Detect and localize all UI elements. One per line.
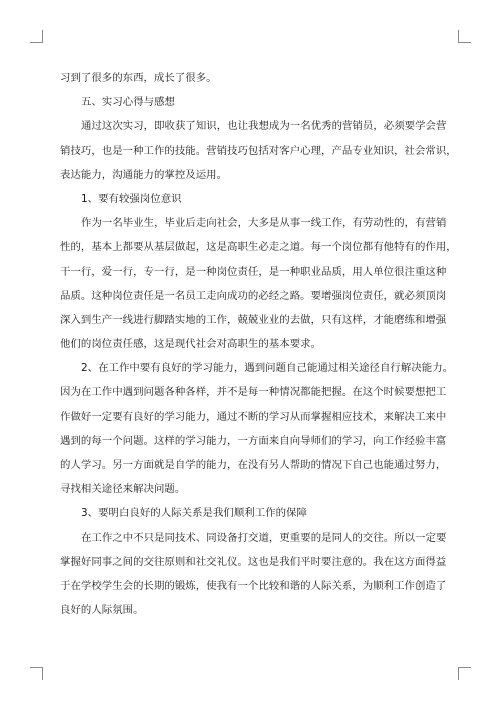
text-line: 通过这次实习，即收获了知识，也让我想成为一名优秀的营销员，必须要学会营 (81, 120, 447, 133)
section-heading: 五、实习心得与感想 (81, 96, 175, 109)
subheading: 3、要明白良好的人际关系是我们顺利工作的保障 (81, 507, 307, 520)
text-line: 的人学习。另一方面就是自学的能力，在没有另人帮助的情况下自己也能通过努力， (60, 459, 447, 471)
crop-mark-top-right (458, 30, 471, 43)
text-line: 品质。这种岗位责任是一名员工走向成功的必经之路。要增强岗位责任，就必须顶岗 (60, 289, 447, 302)
text-line: 习到了很多的东西，成长了很多。 (60, 72, 217, 84)
document-body (60, 66, 457, 622)
text-line: 销技巧，也是一种工作的技能。营销技巧包括对客户心理，产品专业知识，社会常识， (60, 144, 457, 157)
text-line: 作做好一定要有良好的学习能力，通过不断的学习从而掌握相应技术，来解决工来中 (60, 410, 447, 423)
text-line: 性的，基本上都要从基层做起，这是高职生必走之道。每一个岗位都有他特有的作用， (60, 241, 457, 254)
subheading: 2、在工作中要有良好的学习能力，遇到问题自己能通过相关途径自行解决能力。 (81, 362, 454, 375)
text-line: 干一行，爱一行，专一行，是一种岗位责任，是一种职业品质，用人单位很注重这种 (60, 265, 447, 278)
text-line: 寻找相关途径来解决问题。 (60, 483, 186, 496)
subheading: 1、要有较强岗位意识 (81, 192, 182, 205)
text-line: 表达能力，沟通能力的掌控及运用。 (60, 168, 228, 181)
text-line: 于在学校学生会的长期的锻炼，使我有一个比较和谐的人际关系，为顺利工作创造了 (60, 579, 447, 592)
text-line: 遇到的每一个问题。这样的学习能力，一方面来自向导师们的学习，向工作经验丰富 (60, 434, 447, 447)
text-line: 良好的人际氛围。 (60, 604, 144, 617)
text-line: 掌握好同事之间的交往原则和社交礼仪。这也是我们平时要注意的。我在这方面得益 (60, 555, 447, 568)
text-line: 作为一名毕业生，毕业后走向社会，大多是从事一线工作，有劳动性的，有营销 (81, 217, 447, 230)
text-line: 因为在工作中遇到问题各种各样，并不是每一种情况都能把握。在这个时候要想把工 (60, 386, 447, 399)
crop-mark-bottom-right (458, 667, 471, 680)
text-line: 他们的岗位责任感，这是现代社会对高职生的基本要求。 (60, 338, 322, 351)
text-line: 深入到生产一线进行脚踏实地的工作，兢兢业业的去做，只有这样，才能磨练和增强 (60, 313, 447, 326)
text-line: 在工作之中不只是同技术、同设备打交道，更重要的是同人的交往。所以一定要 (81, 531, 447, 544)
crop-mark-top-left (30, 30, 43, 43)
crop-mark-bottom-left (30, 667, 43, 680)
